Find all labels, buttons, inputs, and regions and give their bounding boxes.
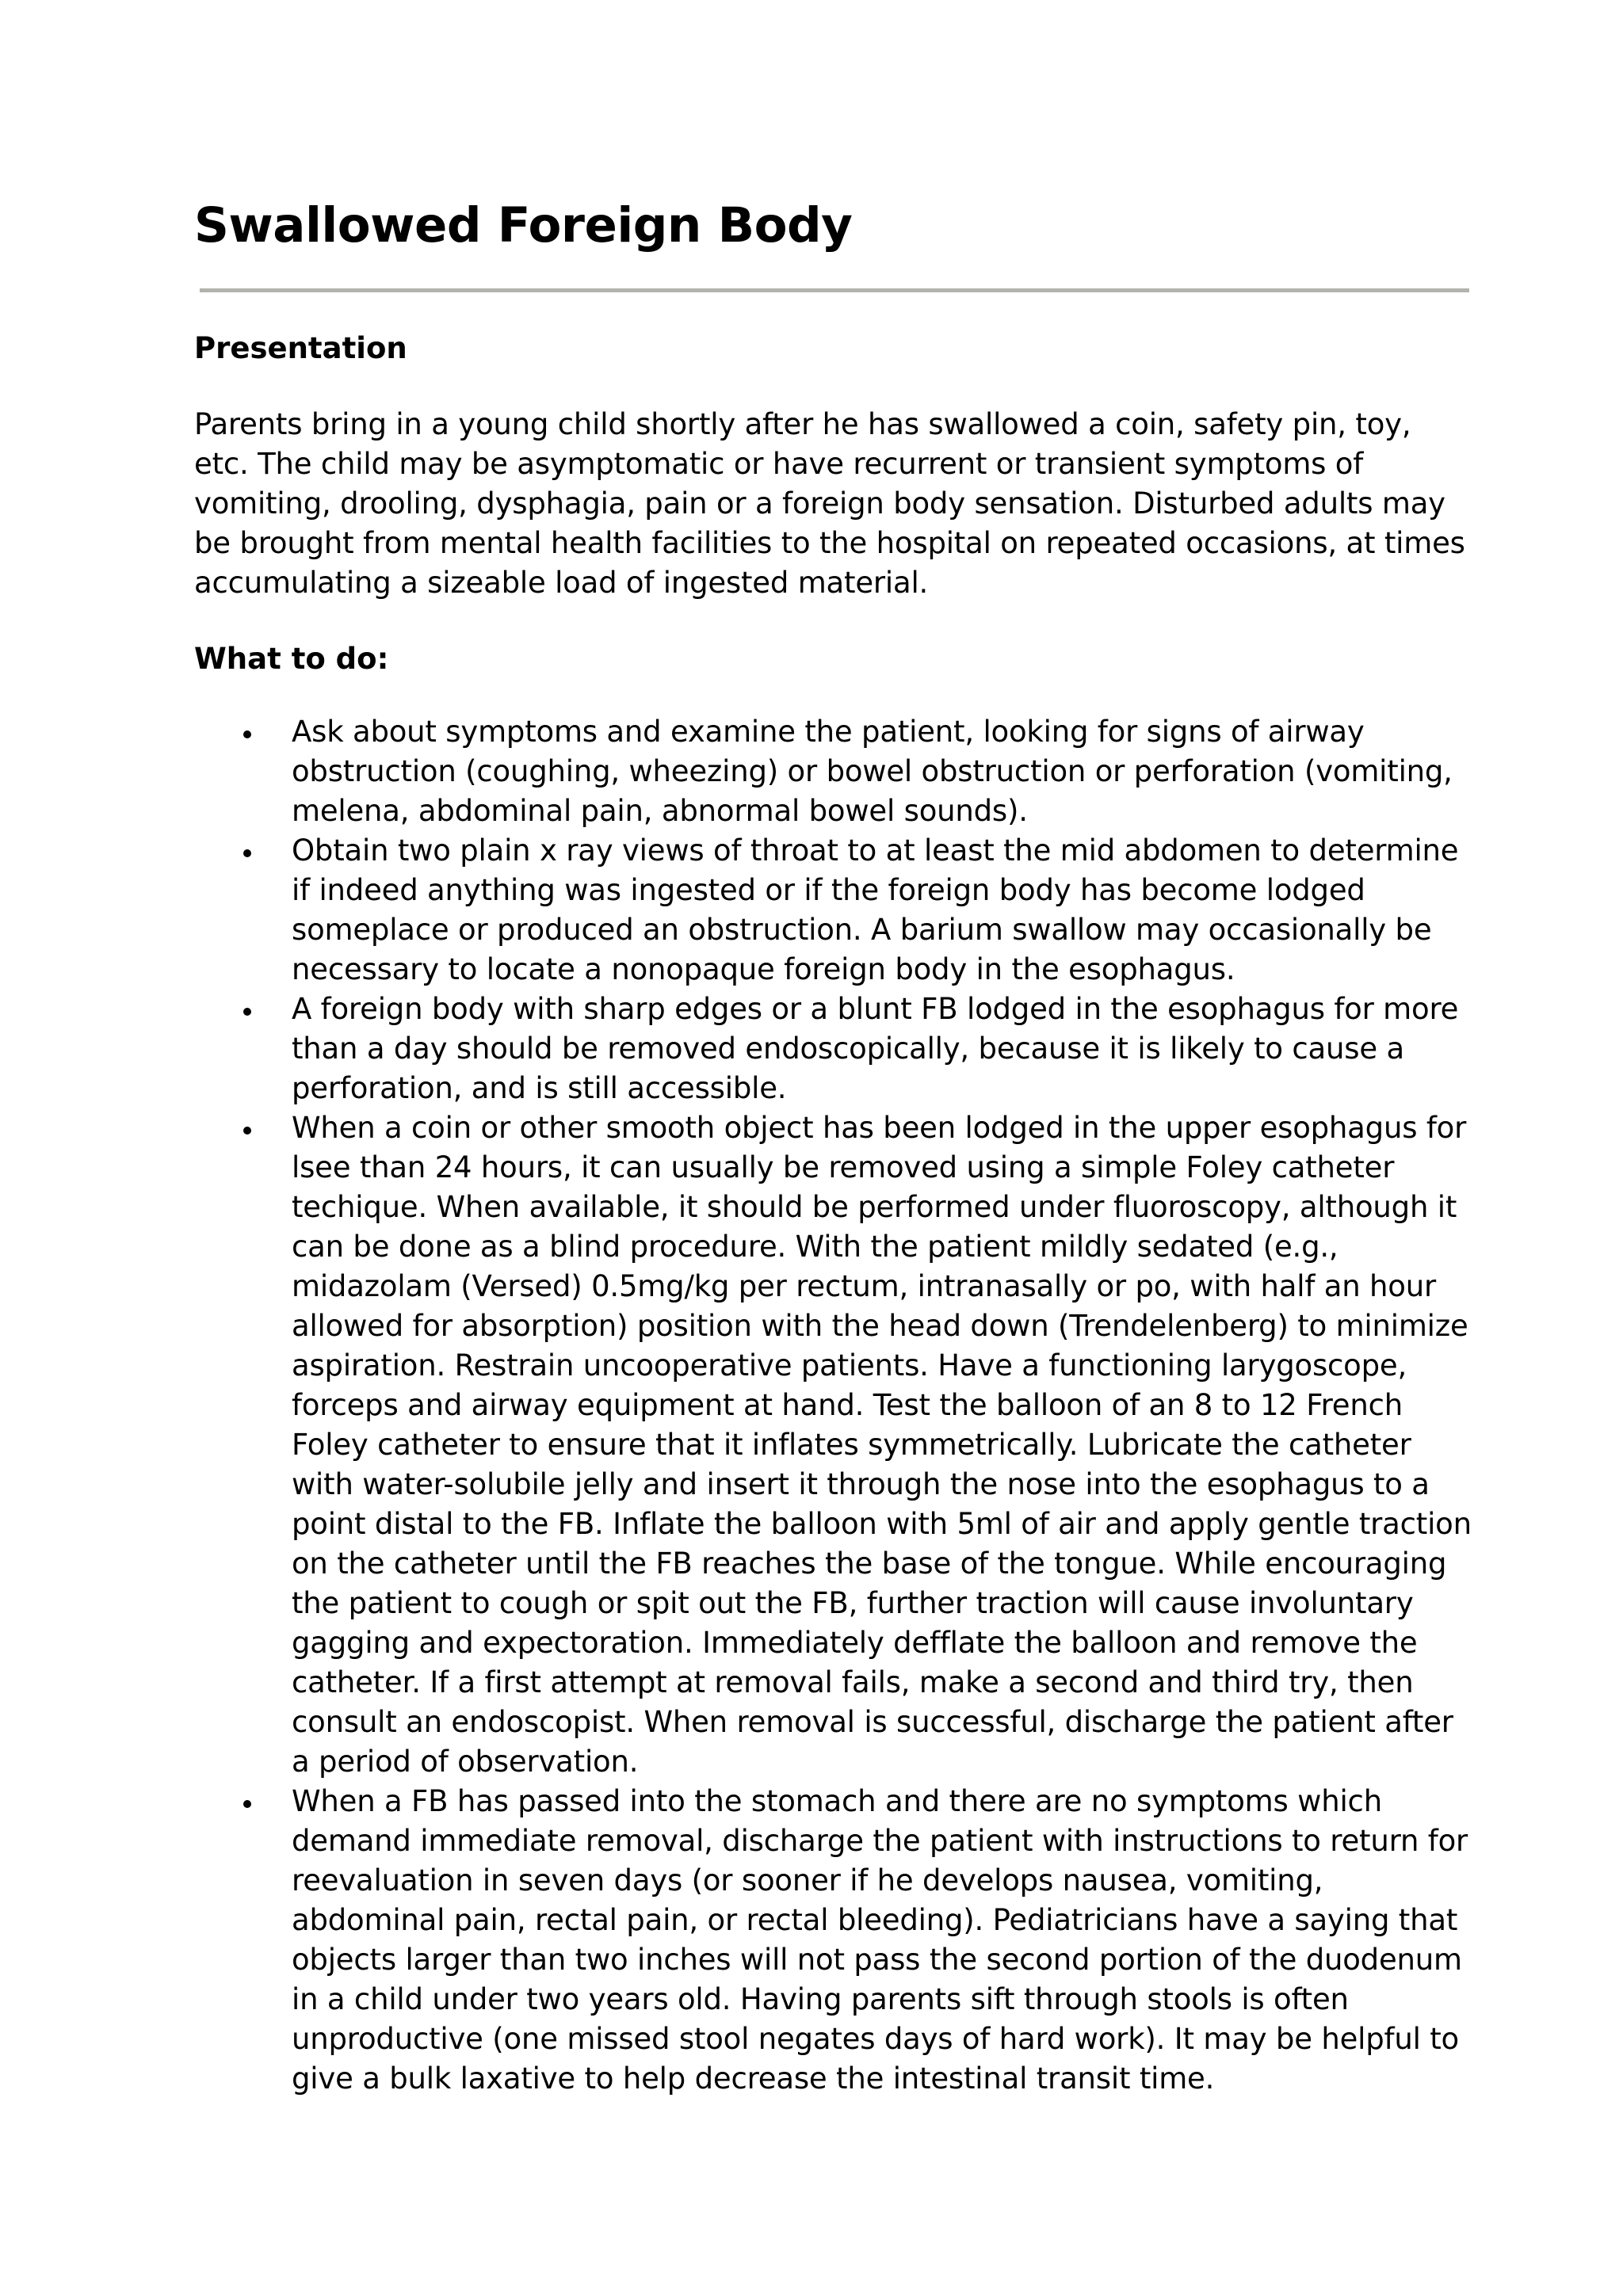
page-title: Swallowed Foreign Body (194, 197, 853, 254)
list-item-text: When a coin or other smooth object has been lodged in the upper esophagus for lsee than 24 hours, it can usually be removed using a simple Foley catheter techique. When available, it should be performed under fluoroscopy, although it can be done as a blind procedure. With the patient mildly sedated (e.g., midazolam (Versed) 0.5mg/kg per rectum, intranasally or po, with half an hour allowed for absorption) position with the head down (Trendelenberg) to minimize aspiration. Restrain uncooperative patients. Have a functioning larygoscope, forceps and airway equipment at hand. Test the balloon of an 8 to 12 French Foley catheter to ensure that it inflates symmetrically. Lubricate the catheter with water-solubile jelly and insert it through the nose into the esophagus to a point distal to the FB. Inflate the balloon with 5ml of air and apply gentle traction on the catheter until the FB reaches the base of the tongue. While encouraging the patient to cough or spit out the FB, further traction will cause involuntary gagging and expectoration. Immediately defflate the balloon and remove the catheter. If a first attempt at removal fails, make a second and third try, then consult an endoscopist. When removal is successful, discharge the patient after a period of observation. (292, 1111, 1472, 1779)
what-to-do-heading: What to do: (194, 642, 389, 676)
bullet-icon (243, 1800, 251, 1808)
presentation-text: Parents bring in a young child shortly after he has swallowed a coin, safety pin, toy, etc. The child may be asymptomatic or have recurrent or transient symptoms of vomiting, drooling, dysphagia, pain or a foreign body sensation. Disturbed adults may be brought from mental health facilities to the hospital on repeated occasions, at times accumulating a sizeable load of ingested material. (194, 407, 1465, 600)
list-item (194, 990, 1474, 1108)
bullet-icon (243, 849, 251, 857)
list-item (194, 712, 1474, 831)
list-item (194, 1108, 1474, 1782)
list-item-text: Obtain two plain x ray views of throat to at least the mid abdomen to determine if indeed anything was ingested or if the foreign body has become lodged someplace or produced an obstruction. A barium swallow may occasionally be necessary to locate a nonopaque foreign body in the esophagus. (292, 833, 1459, 986)
instructions-list (194, 712, 1474, 2099)
list-item (194, 1782, 1474, 2099)
list-item-text: When a FB has passed into the stomach and there are no symptoms which demand immediate removal, discharge the patient with instructions to return for reevaluation in seven days (or sooner if he develops nausea, vomiting, abdominal pain, rectal pain, or rectal bleeding). Pediatricians have a saying that objects larger than two inches will not pass the second portion of the duodenum in a child under two years old. Having parents sift through stools is often unproductive (one missed stool negates days of hard work). It may be helpful to give a bulk laxative to help decrease the intestinal transit time. (292, 1784, 1468, 2096)
list-item (194, 831, 1474, 990)
title-divider (200, 288, 1469, 292)
bullet-icon (243, 730, 251, 738)
bullet-icon (243, 1127, 251, 1135)
bullet-icon (243, 1008, 251, 1016)
document-page (194, 190, 1474, 2099)
presentation-heading: Presentation (194, 331, 407, 365)
list-item-text: Ask about symptoms and examine the patient, looking for signs of airway obstruction (coughing, wheezing) or bowel obstruction or perforation (vomiting, melena, abdominal pain, abnormal bowel sounds). (292, 715, 1453, 828)
list-item-text: A foreign body with sharp edges or a blunt FB lodged in the esophagus for more than a day should be removed endoscopically, because it is likely to cause a perforation, and is still accessible. (292, 992, 1459, 1105)
